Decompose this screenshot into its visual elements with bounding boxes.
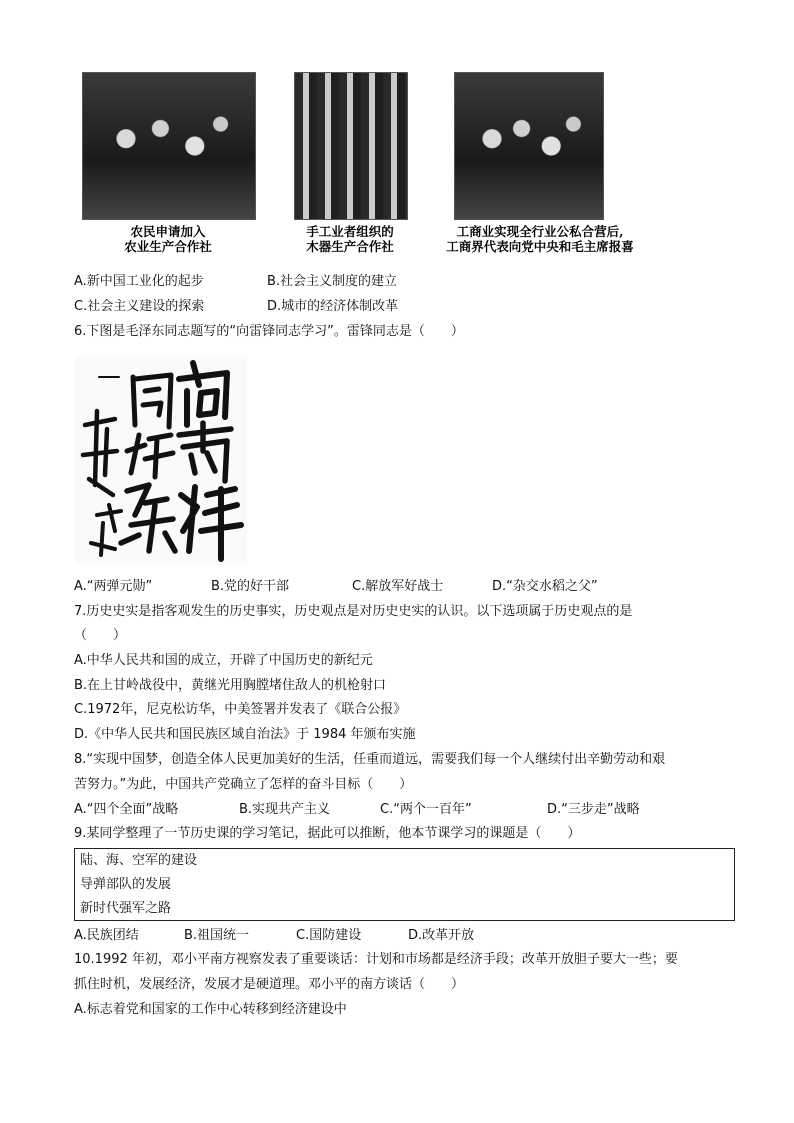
q7-option-c[interactable]: C.1972年，尼克松访华，中美签署并发表了《联合公报》	[74, 702, 407, 717]
note-item: 陆、海、空军的建设	[80, 853, 198, 868]
q10-stem-cont: 抓住时机，发展经济，发展才是硬道理。邓小平的南方谈话（ ）	[74, 977, 465, 992]
q8-stem-cont: 苦努力。”为此，中国共产党确立了怎样的奋斗目标（ ）	[74, 777, 413, 792]
q8-option-d[interactable]: D.“三步走”战略	[547, 802, 640, 817]
q6-stem: 6.下图是毛泽东同志题写的“向雷锋同志学习”。雷锋同志是（ ）	[74, 324, 464, 339]
q6-option-d[interactable]: D.“杂交水稻之父”	[492, 579, 598, 594]
study-notes-box	[74, 848, 735, 921]
q6-option-c[interactable]: C.解放军好战士	[352, 579, 444, 594]
q8-option-b[interactable]: B.实现共产主义	[239, 802, 331, 817]
q8-stem: 8.“实现中国梦，创造全体人民更加美好的生活，任重而道远，需要我们每一个人继续付出辛勤劳动和艰	[74, 752, 666, 767]
q5-option-b[interactable]: B.社会主义制度的建立	[267, 274, 398, 289]
note-item: 新时代强军之路	[80, 901, 172, 916]
q7-stem: 7.历史史实是指客观发生的历史事实，历史观点是对历史史实的认识。以下选项属于历史观点的是	[74, 604, 633, 619]
photo-handicraft-cooperative	[294, 72, 406, 254]
photo-image	[294, 72, 408, 220]
photo-public-private-joint	[446, 72, 646, 254]
q9-option-d[interactable]: D.改革开放	[408, 928, 475, 943]
q9-option-c[interactable]: C.国防建设	[296, 928, 362, 943]
q7-option-d[interactable]: D.《中华人民共和国民族区域自治法》于 1984 年颁布实施	[74, 727, 416, 742]
q9-option-a[interactable]: A.民族团结	[74, 928, 139, 943]
note-item: 导弹部队的发展	[80, 877, 172, 892]
photo-image	[82, 72, 256, 220]
q10-option-a[interactable]: A.标志着党和国家的工作中心转移到经济建设中	[74, 1002, 347, 1017]
q7-stem-blank: （ ）	[74, 628, 127, 643]
q10-stem: 10.1992 年初，邓小平南方视察发表了重要谈话：计划和市场都是经济手段；改革开放胆子要大一些；要	[74, 952, 678, 967]
photo-caption: 工商业实现全行业公私合营后, 工商界代表向党中央和毛主席报喜	[446, 224, 634, 254]
photo-image	[454, 72, 604, 220]
calligraphy-image	[75, 355, 247, 565]
q8-option-c[interactable]: C.“两个一百年”	[380, 802, 472, 817]
q5-option-c[interactable]: C.社会主义建设的探索	[74, 299, 205, 314]
photo-caption: 农民申请加入 农业生产合作社	[124, 224, 212, 254]
calligraphy-strokes	[75, 355, 247, 565]
q7-option-a[interactable]: A.中华人民共和国的成立，开辟了中国历史的新纪元	[74, 653, 373, 668]
q7-option-b[interactable]: B.在上甘岭战役中，黄继光用胸膛堵住敌人的机枪射口	[74, 678, 387, 693]
photo-strip	[74, 72, 649, 267]
q9-option-b[interactable]: B.祖国统一	[184, 928, 250, 943]
q6-option-b[interactable]: B.党的好干部	[211, 579, 290, 594]
photo-caption: 手工业者组织的 木器生产合作社	[306, 224, 394, 254]
q9-stem: 9.某同学整理了一节历史课的学习笔记，据此可以推断，他本节课学习的课题是（ ）	[74, 826, 581, 841]
q5-option-a[interactable]: A.新中国工业化的起步	[74, 274, 204, 289]
q5-option-d[interactable]: D.城市的经济体制改革	[267, 299, 399, 314]
q8-option-a[interactable]: A.“四个全面”战略	[74, 802, 179, 817]
photo-farmers-cooperative	[82, 72, 254, 254]
q6-option-a[interactable]: A.“两弹元勋”	[74, 579, 153, 594]
